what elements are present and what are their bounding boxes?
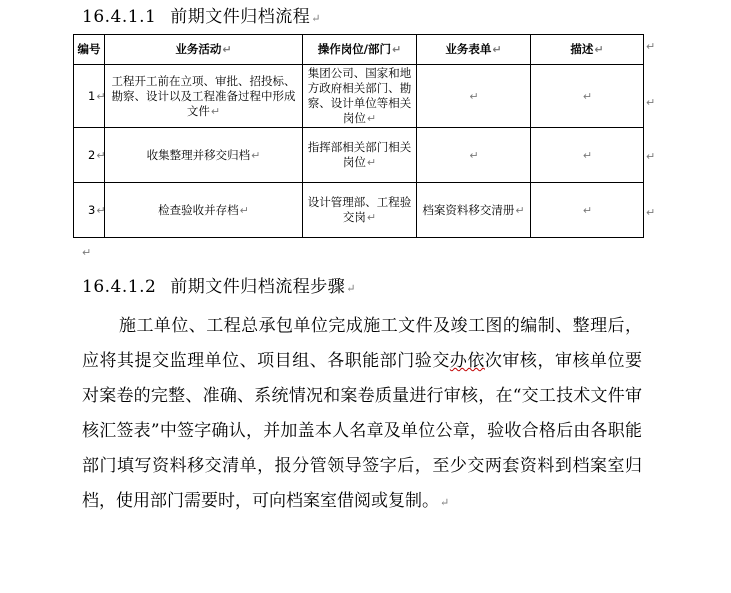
cell-description <box>531 128 644 183</box>
spellcheck-flagged-text: 办依 <box>449 351 485 371</box>
cell-mark-icon: ↵ <box>469 148 479 162</box>
cell-form: 档案资料移交清册↵ <box>417 183 531 238</box>
cell-mark-icon: ↵ <box>469 89 479 103</box>
row-end-mark-icon: ↵ <box>646 150 656 163</box>
archive-process-table <box>73 34 644 238</box>
cell-activity: 工程开工前在立项、审批、招投标、勘察、设计以及工程准备过程中形成文件↵ <box>105 65 303 128</box>
section-number: 16.4.1.1 <box>82 7 157 27</box>
cell-post: 指挥部相关部门相关岗位↵ <box>303 128 417 183</box>
cell-activity: 收集整理并移交归档↵ <box>105 128 303 183</box>
cell-description <box>531 183 644 238</box>
header-number: 编号 <box>74 35 105 65</box>
cell-mark-icon: ↵ <box>96 89 106 103</box>
cell-activity: 检查验收并存档↵ <box>105 183 303 238</box>
paragraph-mark-icon: ↵ <box>346 282 357 295</box>
cell-mark-icon: ↵ <box>582 89 593 103</box>
row-end-mark-icon: ↵ <box>646 40 656 53</box>
cell-mark-icon: ↵ <box>366 211 377 224</box>
paragraph-text: 施工单位、工程总承包单位完成施工文件及竣工图的编制、整理后，应将其提交监理单位、项目组、各职能部门验交 <box>82 316 642 371</box>
cell-mark-icon: ↵ <box>582 203 593 217</box>
cell-mark-icon: ↵ <box>594 43 604 56</box>
cell-description <box>531 65 644 128</box>
cell-mark-icon: ↵ <box>222 43 232 56</box>
paragraph-mark-icon: ↵ <box>82 246 92 259</box>
table-row <box>74 65 644 128</box>
section-heading-16-4-1-1 <box>82 2 321 27</box>
table-row <box>74 183 644 238</box>
section-title: 前期文件归档流程 <box>170 7 311 27</box>
cell-mark-icon: ↵ <box>239 203 249 217</box>
header-post: 操作岗位/部门↵ <box>303 35 417 65</box>
cell-mark-icon: ↵ <box>492 43 502 56</box>
section-title: 前期文件归档流程步骤 <box>170 277 346 297</box>
paragraph-mark-icon: ↵ <box>311 12 322 25</box>
cell-form <box>417 65 531 128</box>
row-end-mark-icon: ↵ <box>646 96 656 109</box>
cell-mark-icon: ↵ <box>366 156 377 169</box>
cell-mark-icon: ↵ <box>251 148 261 162</box>
body-paragraph <box>82 309 642 520</box>
cell-form <box>417 128 531 183</box>
cell-mark-icon: ↵ <box>582 148 593 162</box>
cell-number: 1↵ <box>74 65 105 128</box>
cell-mark-icon: ↵ <box>366 112 377 125</box>
paragraph-mark-icon: ↵ <box>440 496 450 509</box>
header-description: 描述↵ <box>531 35 644 65</box>
cell-number: 3↵ <box>74 183 105 238</box>
cell-mark-icon: ↵ <box>391 43 402 56</box>
cell-post: 集团公司、国家和地方政府相关部门、勘察、设计单位等相关岗位↵ <box>303 65 417 128</box>
cell-mark-icon: ↵ <box>96 148 106 162</box>
cell-number: 2↵ <box>74 128 105 183</box>
section-heading-16-4-1-2 <box>82 272 356 297</box>
table-header-row <box>74 35 644 65</box>
cell-mark-icon: ↵ <box>210 104 221 118</box>
paragraph-text: 次审核，审核单位要对案卷的完整、准确、系统情况和案卷质量进行审核，在“交工技术文件审核汇签表”中签字确认，并加盖本人名章及单位公章，验收合格后由各职能部门填写资料移交清单，报分管领导签字后，至少交两套资料到档案室归档，使用部门需要时，可向档案室借阅或复制。 <box>82 351 643 511</box>
cell-mark-icon: ↵ <box>515 203 525 217</box>
row-end-mark-icon: ↵ <box>646 206 656 219</box>
header-form: 业务表单↵ <box>417 35 531 65</box>
section-number: 16.4.1.2 <box>82 277 157 297</box>
cell-mark-icon: ↵ <box>96 203 106 217</box>
table-row <box>74 128 644 183</box>
header-activity: 业务活动↵ <box>105 35 303 65</box>
cell-post: 设计管理部、工程验交岗↵ <box>303 183 417 238</box>
